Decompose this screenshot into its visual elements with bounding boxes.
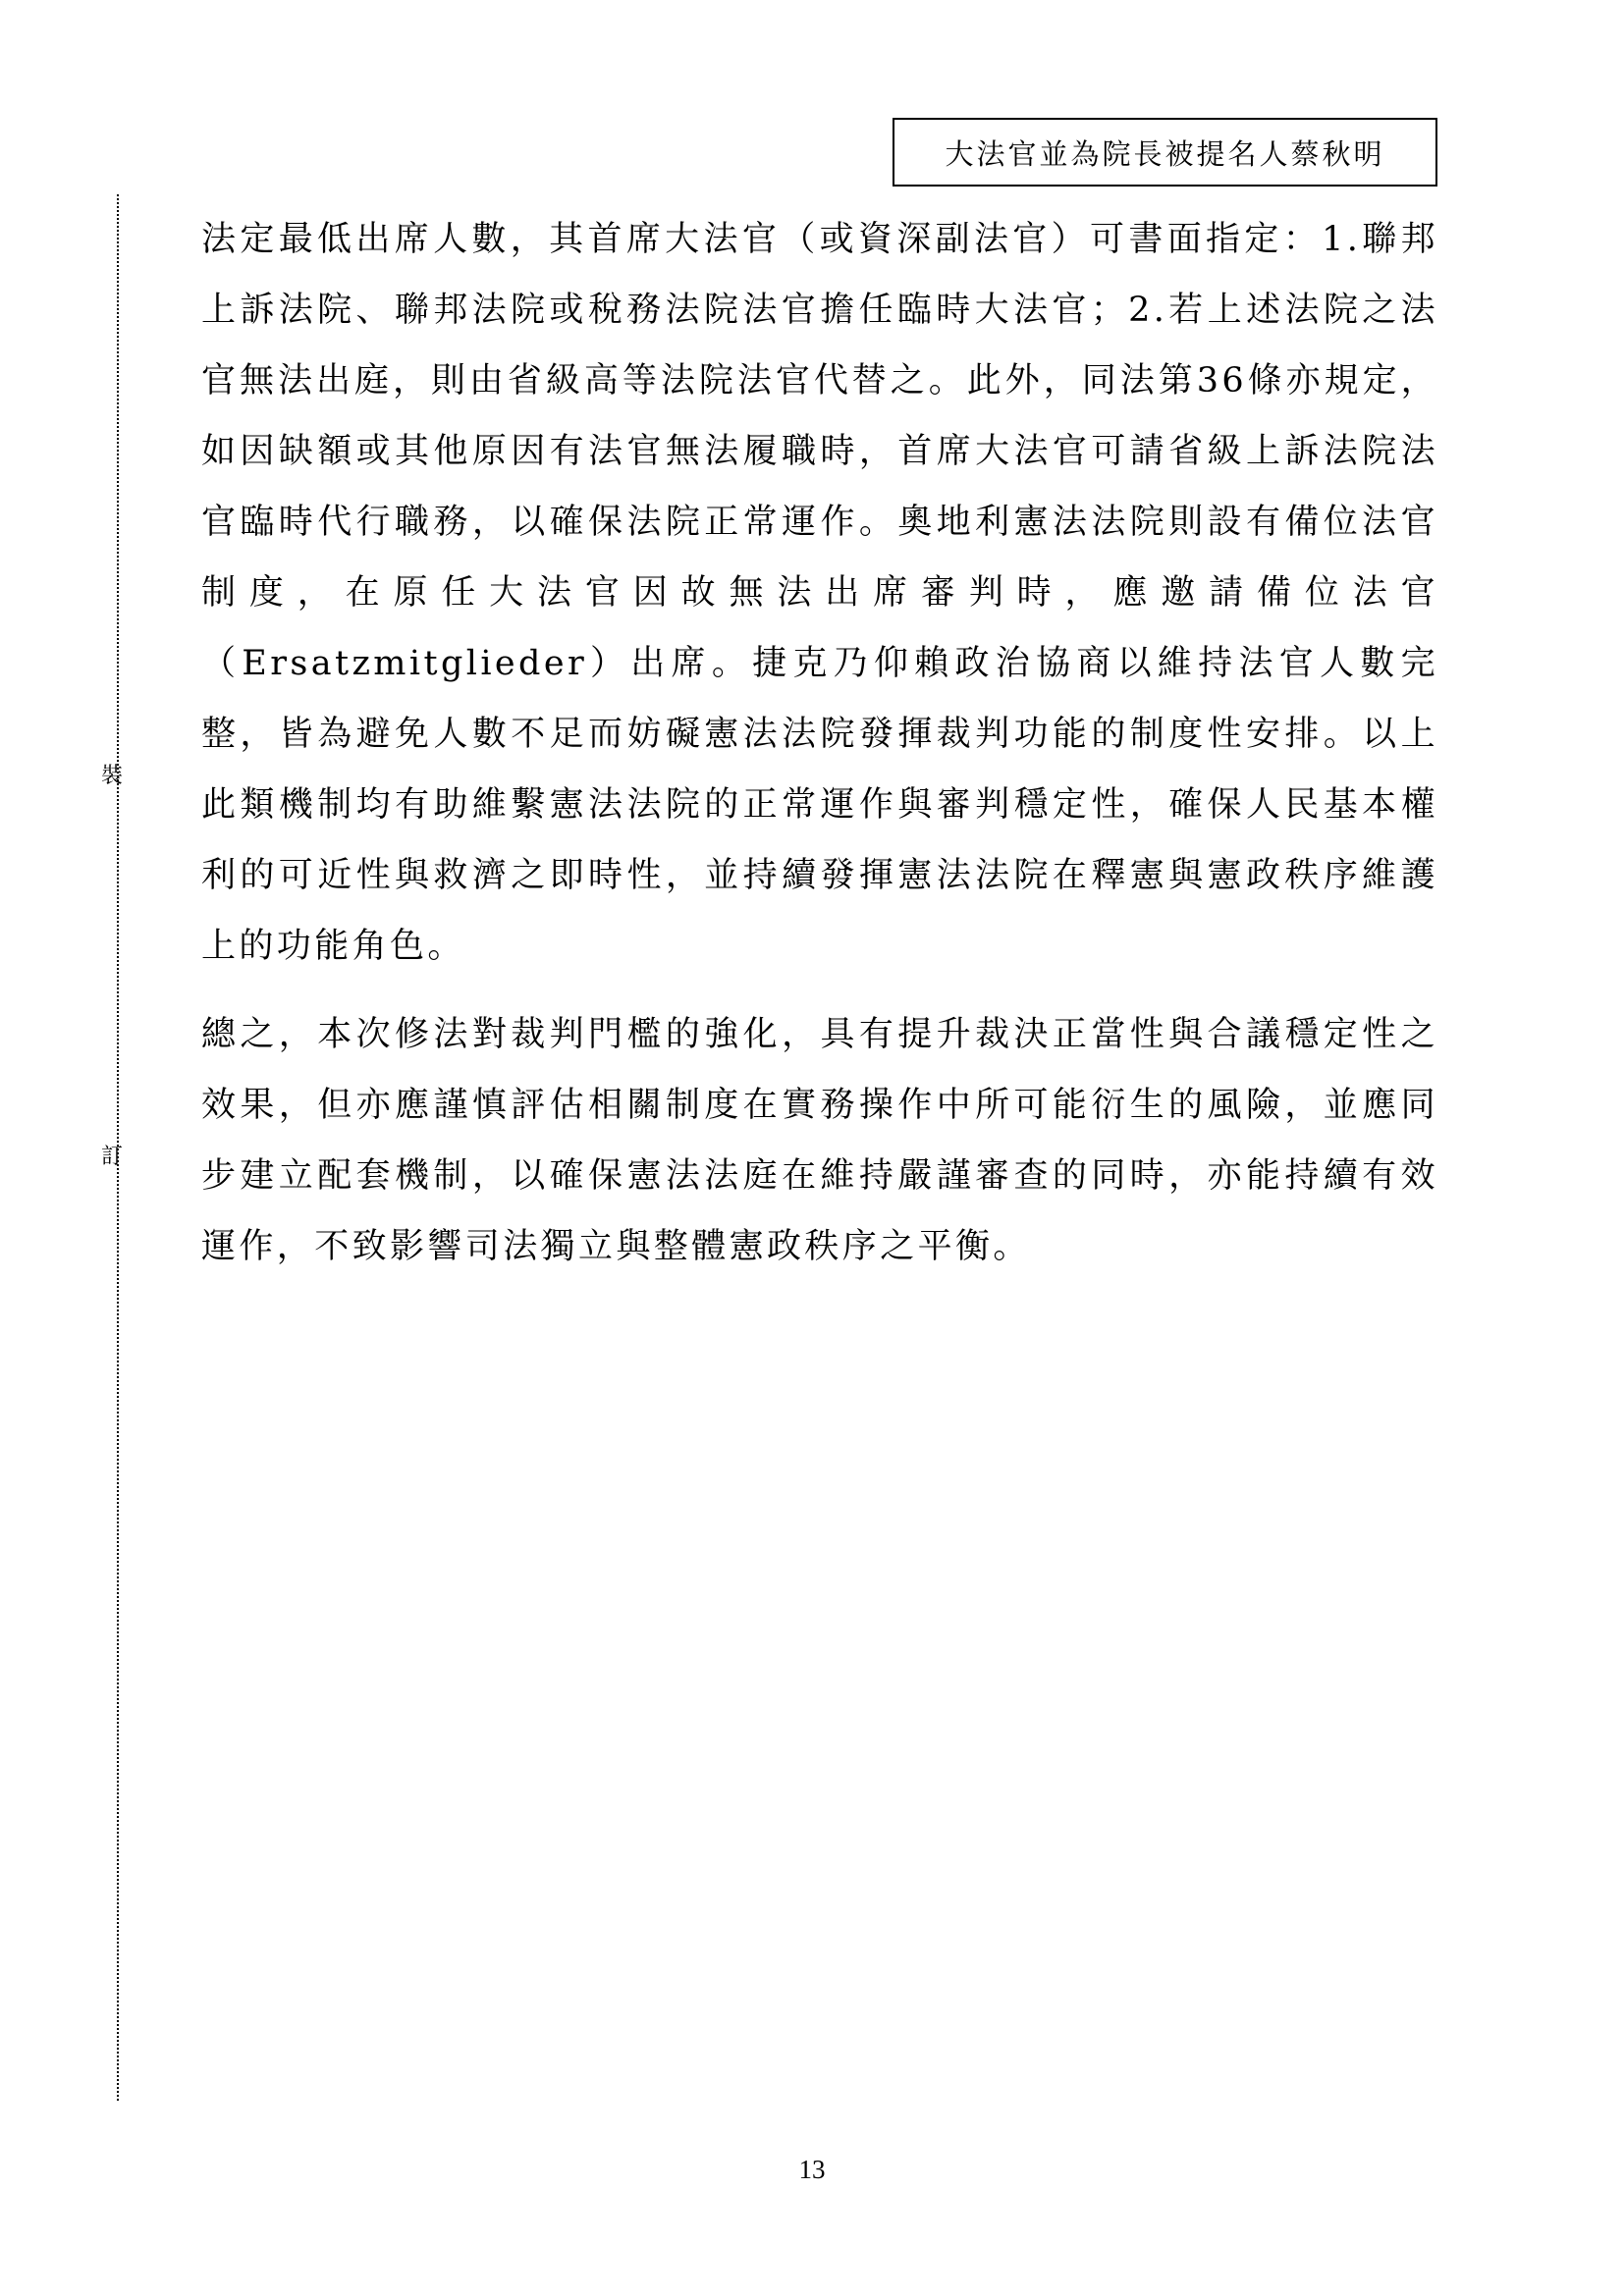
binding-mark-ding: 訂 xyxy=(101,1145,124,1169)
document-header-title: 大法官並為院長被提名人蔡秋明 xyxy=(893,118,1437,187)
body-paragraph-2: 總之，本次修法對裁判門檻的強化，具有提升裁決正當性與合議穩定性之效果，但亦應謹慎評估相關制度在實務操作中所可能衍生的風險，並應同步建立配套機制，以確保憲法法庭在維持嚴謹審查的同時，亦能持續有效運作，不致影響司法獨立與整體憲政秩序之平衡。 xyxy=(201,1015,1438,1266)
document-body xyxy=(201,204,1438,1282)
body-paragraph-1: 法定最低出席人數，其首席大法官（或資深副法官）可書面指定：1.聯邦上訴法院、聯邦法院或稅務法院法官擔任臨時大法官；2.若上述法院之法官無法出庭，則由省級高等法院法官代替之。此外，同法第36條亦規定，如因缺額或其他原因有法官無法履職時，首席大法官可請省級上訴法院法官臨時代行職務，以確保法院正常運作。奧地利憲法法院則設有備位法官制度，在原任大法官因故無法出席審判時，應邀請備位法官（Ersatzmitglieder）出席。捷克乃仰賴政治協商以維持法官人數完整，皆為避免人數不足而妨礙憲法法院發揮裁判功能的制度性安排。以上此類機制均有助維繫憲法法院的正常運作與審判穩定性，確保人民基本權利的可近性與救濟之即時性，並持續發揮憲法法院在釋憲與憲政秩序維護上的功能角色。 xyxy=(201,220,1438,966)
binding-mark-zhuang: 裝 xyxy=(101,764,124,788)
page-number: 13 xyxy=(798,2155,826,2184)
